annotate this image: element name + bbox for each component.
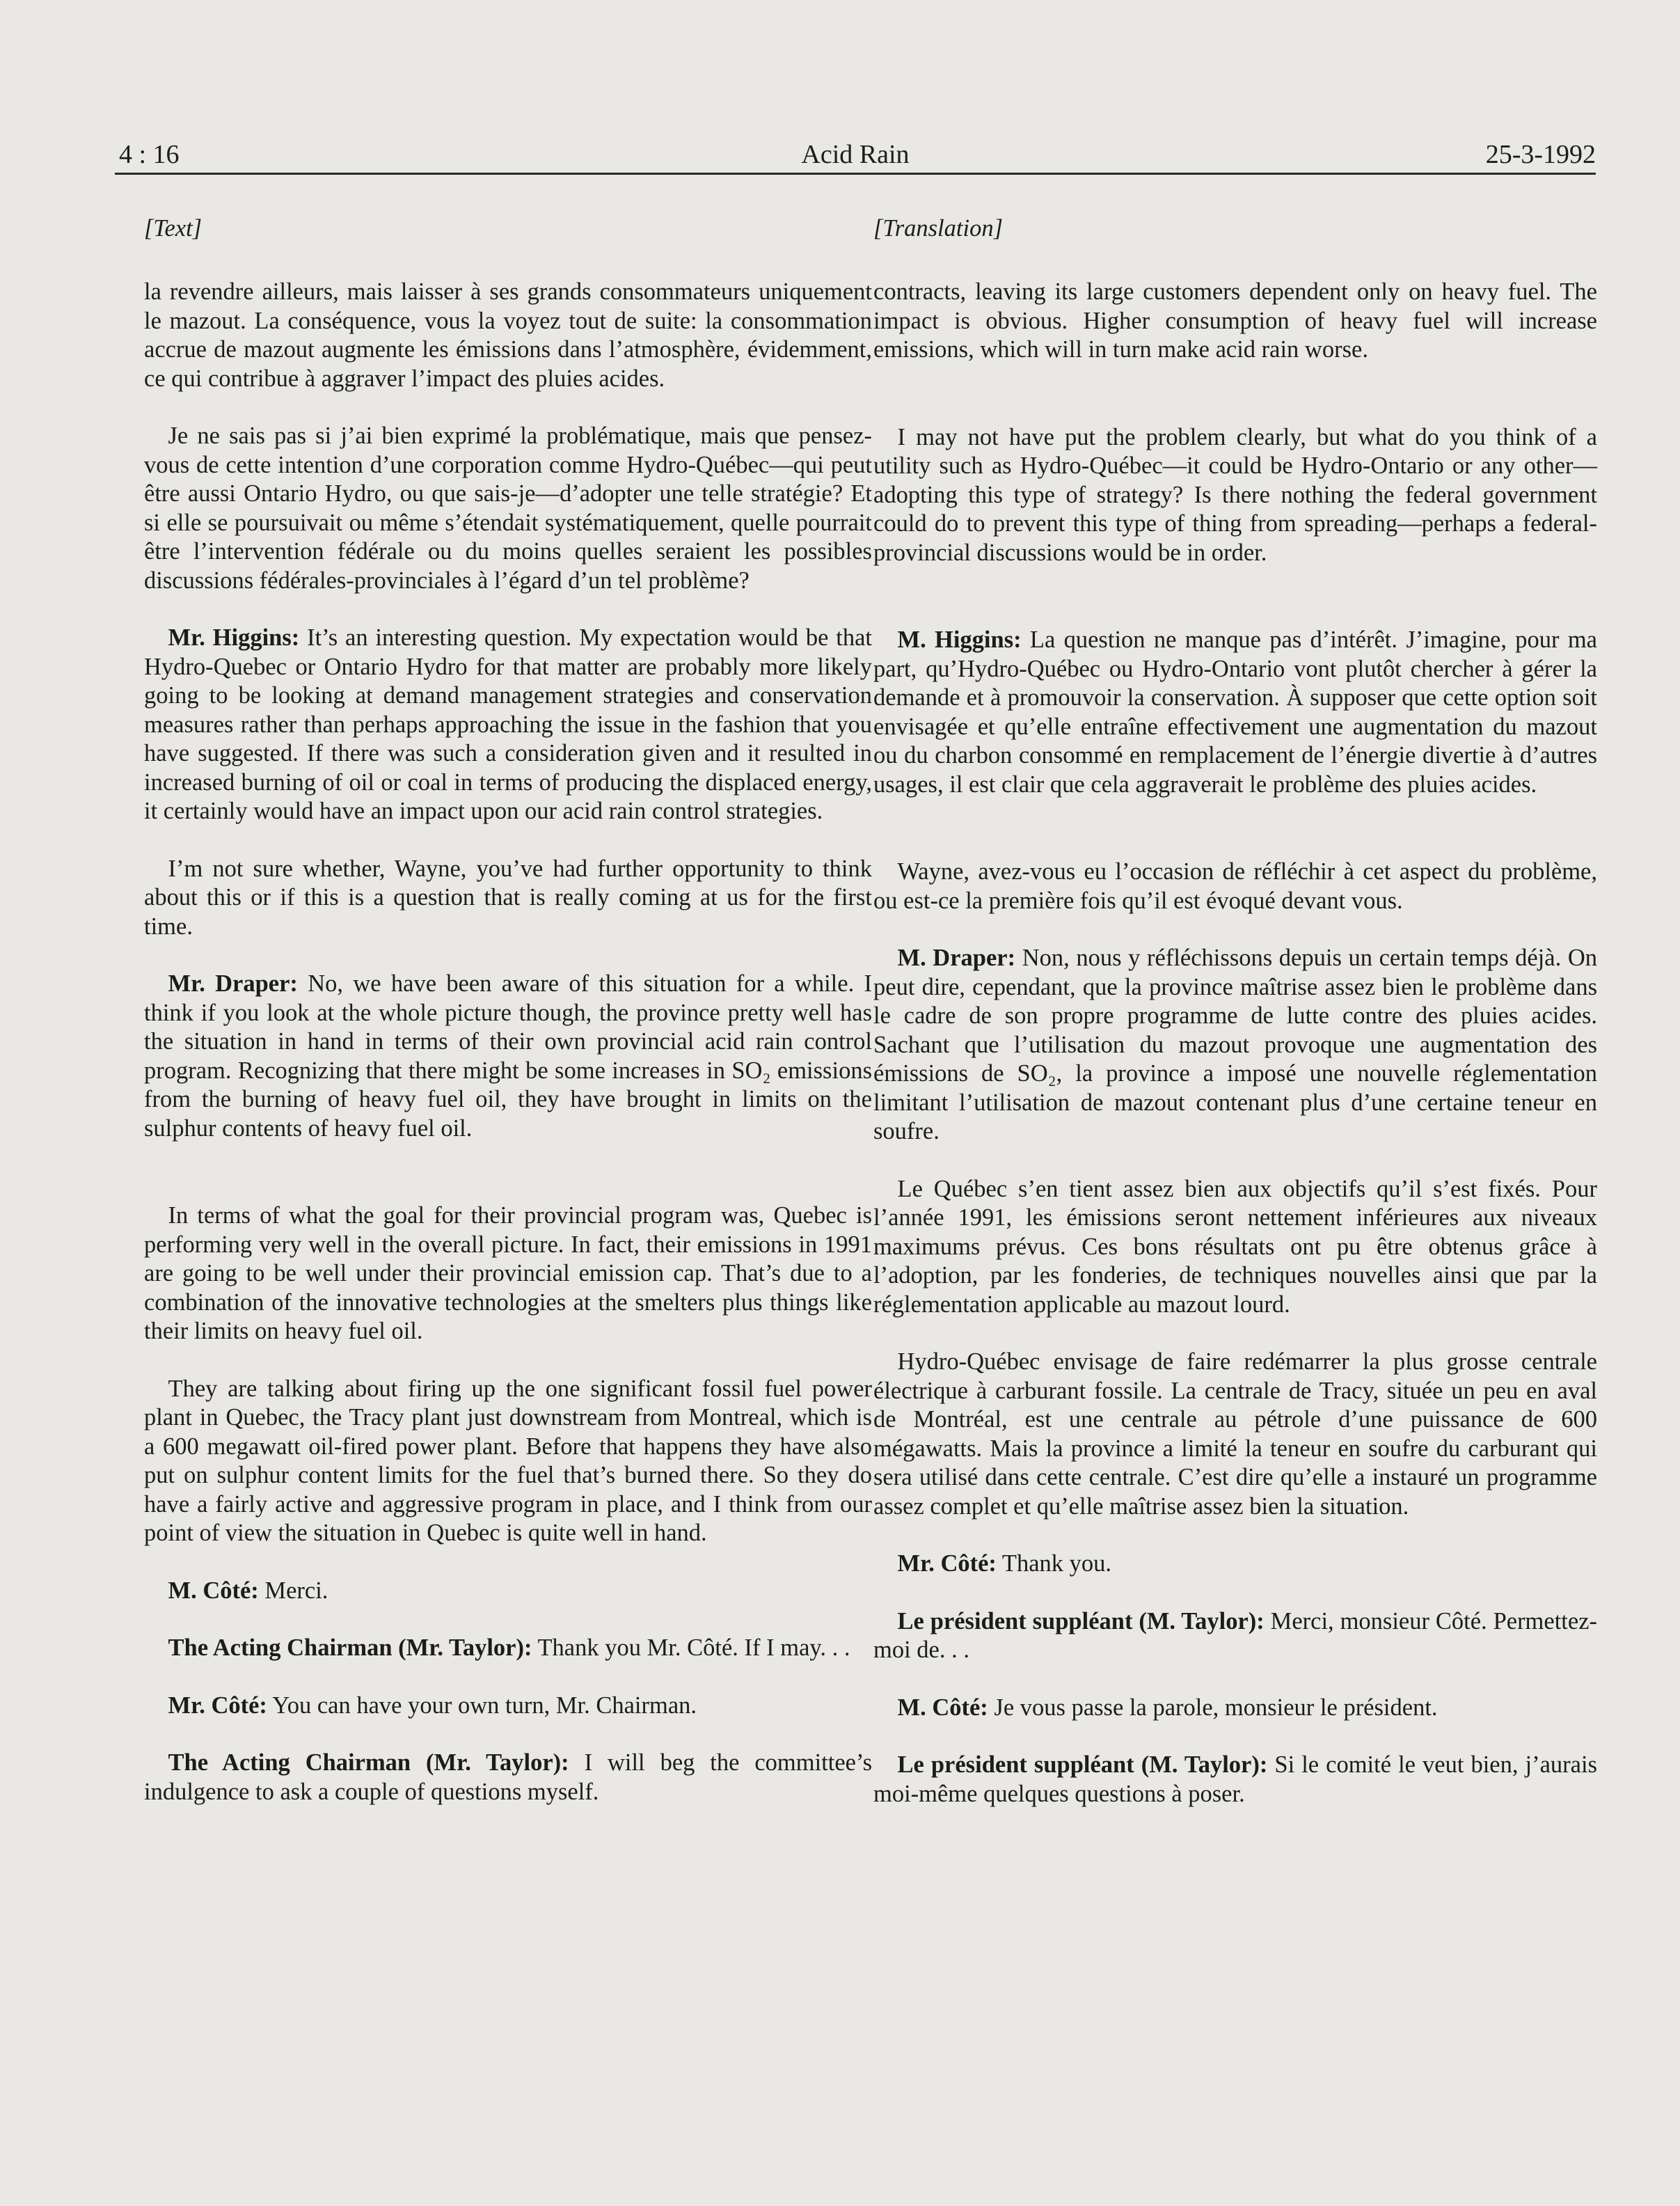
paragraph [144,1692,872,1721]
speaker-name: Mr. Côté: [168,1692,267,1719]
paragraph-text: Merci. [258,1577,328,1604]
column-label-text: [Text] [144,215,203,242]
paragraph-text: It’s an interesting question. My expectation would be that Hydro-Quebec or Ontario Hydro for that matter are probably more likely going to be looking at demand management strategies and conservation measures rather than perhaps approaching the issue in the fashion that you have suggested. If there was such a consideration given and it resulted in increased burning of oil or coal in terms of producing the displaced energy, it certainly would have an impact upon our acid rain control strategies. [144,624,872,824]
speaker-name: Mr. Côté: [897,1550,997,1577]
english-column [144,214,872,1806]
speaker-name: The Acting Chairman (Mr. Taylor): [168,1634,532,1661]
paragraph [873,1694,1597,1723]
paragraph [873,423,1597,568]
paragraph-text: I will beg the committee’s indulgence to ask a couple of questions myself. [144,1749,872,1805]
paragraph [144,1202,872,1346]
page-number: 4 : 16 [119,140,180,169]
speaker-name: M. Higgins: [897,627,1022,653]
paragraph [873,944,1597,1147]
paragraph-text: la revendre ailleurs, mais laisser à ses grands consommateurs uniquement le mazout. La conséquence, vous la voyez tout de suite: la consommation accrue de mazout augmente les émissions dans l’atmosphère, évidemment, ce qui contribue à aggraver l’impact des pluies acides. [144,278,872,392]
paragraph [873,858,1597,915]
running-header [115,136,1596,173]
paragraph-text: They are talking about firing up the one significant fossil fuel power plant in Quebec, the Tracy plant just downstream from Montreal, which is a 600 megawatt oil-fired power plant. Before that happens they have also put on sulphur content limits for the fuel that’s burned there. So they do have a fairly active and aggressive program in place, and I think from our point of view the situation in Quebec is quite well in hand. [144,1375,872,1546]
paragraph [144,855,872,942]
paragraph [873,1175,1597,1320]
paragraph-text: No, we have been aware of this situation for a while. I think if you look at the whole picture though, the province pretty well has the situation in hand in terms of their own provincial acid rain control program. Recognizing that there might be some increases in SO₂ emissions from the burning of heavy fuel oil, they have brought in limits on the sulphur contents of heavy fuel oil. [144,970,872,1142]
paragraph [144,422,872,595]
paragraph-text: In terms of what the goal for their provincial program was, Quebec is performing very well in the overall picture. In fact, their emissions in 1991 are going to be well under their provincial emission cap. That’s due to a combination of the innovative technologies at the smelters plus things like their limits on heavy fuel oil. [144,1202,872,1344]
column-label-translation: [Translation] [873,215,1003,242]
paragraph-text: Si le comité le veut bien, j’aurais moi-même quelques questions à poser. [873,1751,1597,1807]
paragraph-text: Thank you Mr. Côté. If I may. . . [532,1634,850,1661]
paragraph-text: Merci, monsieur Côté. Permettez-moi de. . . [873,1607,1597,1663]
paragraph-text: Je vous passe la parole, monsieur le président. [988,1694,1438,1721]
session-date: 25-3-1992 [1485,140,1596,169]
paragraph-text: You can have your own turn, Mr. Chairman. [267,1692,697,1719]
paragraph [873,1348,1597,1521]
paragraph [873,1550,1597,1579]
paragraph [144,278,872,393]
paragraph [873,278,1597,365]
paragraph [873,1751,1597,1809]
speaker-name: Le président suppléant (M. Taylor): [897,1751,1268,1778]
paragraph-text: Le Québec s’en tient assez bien aux objectifs qu’il s’est fixés. Pour l’année 1991, les émissions seront nettement inférieures aux niveaux maximums prévus. Ces bons résultats ont pu être obtenus grâce à l’adoption, par les fonderies, de techniques nouvelles ainsi que par la réglementation applicable au mazout lourd. [873,1175,1597,1318]
paragraph [144,970,872,1143]
paragraph-text: Non, nous y réfléchissons depuis un certain temps déjà. On peut dire, cependant, que la province maîtrise assez bien le problème dans le cadre de son propre programme de lutte contre des pluies acides. Sachant que l’utilisation du mazout provoque une augmentation des émissions de SO₂, la province a imposé une nouvelle réglementation limitant l’utilisation de mazout contenant plus d’une certaine teneur en soufre. [873,945,1597,1144]
paragraph [144,1634,872,1663]
paragraph-text: Hydro-Québec envisage de faire redémarrer la plus grosse centrale électrique à carburant fossile. La centrale de Tracy, située un peu en aval de Montréal, est une centrale au pétrole d’une puissance de 600 mégawatts. Mais la province a limité la teneur en soufre du carburant qui sera utilisé dans cette centrale. C’est dire qu’elle a instauré un programme assez complet et qu’elle maîtrise assez bien la situation. [873,1348,1597,1520]
speaker-name: M. Côté: [897,1694,988,1721]
speaker-name: Le président suppléant (M. Taylor): [897,1607,1265,1634]
speaker-name: M. Draper: [897,945,1016,971]
paragraph [144,1375,872,1548]
translation-column [873,214,1597,1809]
paragraph-text: La question ne manque pas d’intérêt. J’imagine, pour ma part, qu’Hydro-Québec ou Hydro-Ontario vont plutôt chercher à gérer la demande et à promouvoir la conservation. À supposer que cette option soit envisagée et qu’elle entraîne effectivement une augmentation du mazout ou du charbon consommé en remplacement de l’énergie divertie à d’autres usages, il est clair que cela aggraverait le problème des pluies acides. [873,627,1597,798]
paragraph [144,624,872,826]
speaker-name: M. Côté: [168,1577,259,1604]
header-rule [115,173,1596,175]
paragraph [144,1749,872,1806]
paragraph-text: Thank you. [996,1550,1112,1577]
paragraph [144,1577,872,1606]
paragraph-text: Wayne, avez-vous eu l’occasion de réfléchir à cet aspect du problème, ou est-ce la première fois qu’il est évoqué devant vous. [873,858,1597,914]
speaker-name: Mr. Draper: [168,970,298,997]
paragraph-text: Je ne sais pas si j’ai bien exprimé la problématique, mais que pensez-vous de cette intention d’une corporation comme Hydro-Québec—qui peut être aussi Ontario Hydro, ou que sais-je—d’adopter une telle stratégie? Et si elle se poursuivait ou même s’étendait systématiquement, quelle pourrait être l’intervention fédérale ou du moins quelles seraient les possibles discussions fédérales-provinciales à l’égard d’un tel problème? [144,423,872,594]
paragraph-text: I’m not sure whether, Wayne, you’ve had further opportunity to think about this or if this is a question that is really coming at us for the first time. [144,855,872,940]
speaker-name: Mr. Higgins: [168,624,300,651]
paragraph [873,626,1597,799]
speaker-name: The Acting Chairman (Mr. Taylor): [168,1749,569,1776]
paragraph-text: contracts, leaving its large customers dependent only on heavy fuel. The impact is obvious. Higher consumption of heavy fuel will increase emissions, which will in turn make acid rain worse. [873,278,1597,363]
paragraph-text: I may not have put the problem clearly, but what do you think of a utility such as Hydro-Québec—it could be Hydro-Ontario or any other—adopting this type of strategy? Is there nothing the federal government could do to prevent this type of thing from spreading—perhaps a federal-provincial discussions would be in order. [873,423,1597,566]
paragraph [873,1607,1597,1665]
running-title: Acid Rain [801,140,910,169]
